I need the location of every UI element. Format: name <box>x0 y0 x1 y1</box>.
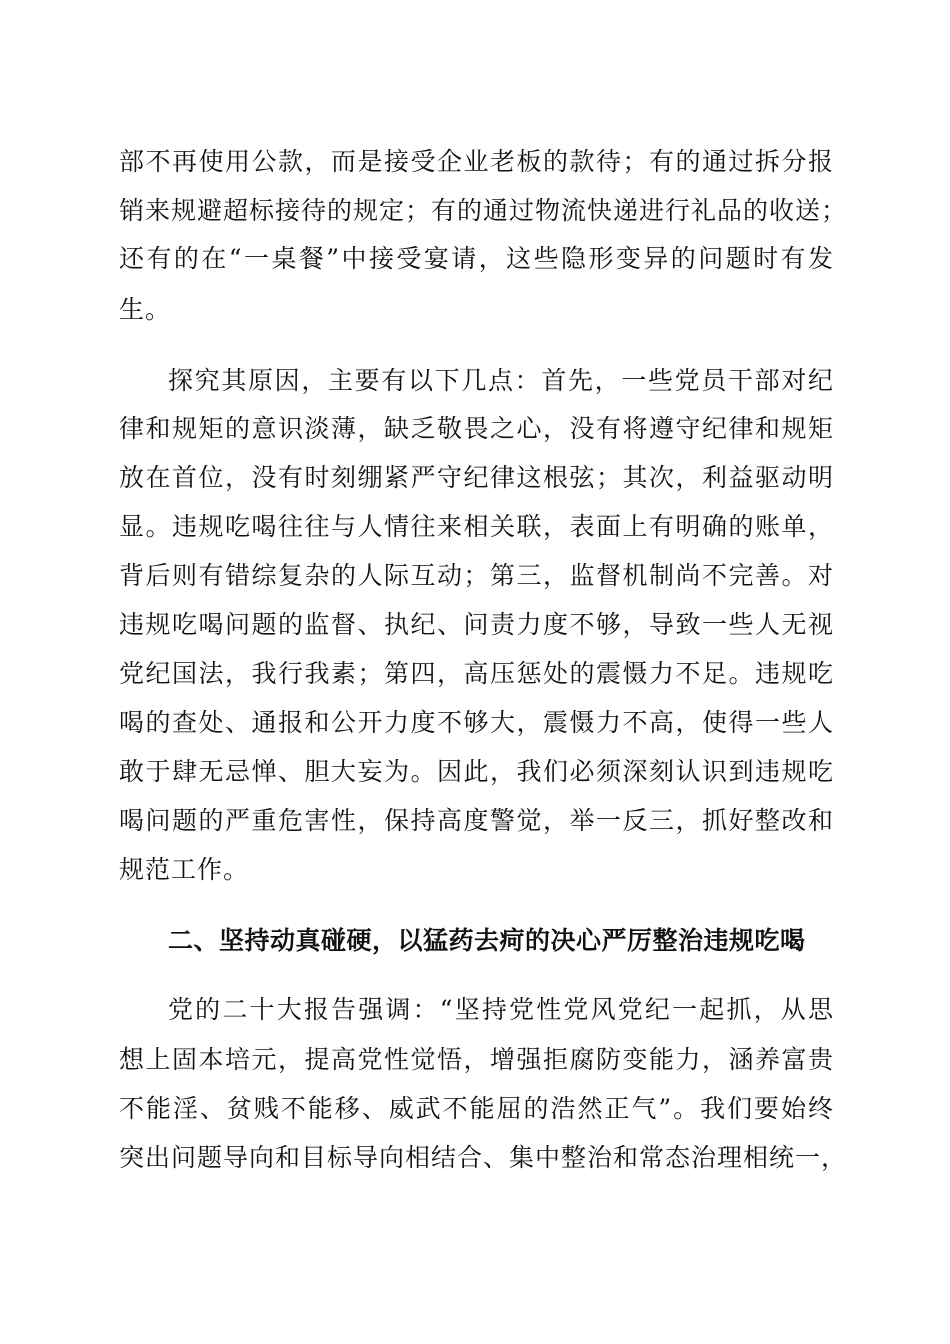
paragraph-3-line-4: 突出问题导向和目标导向相结合、集中整治和常态治理相统一， <box>119 1143 848 1172</box>
paragraph-2-line-5: 背后则有错综复杂的人际互动；第三，监督机制尚不完善。对 <box>119 561 834 590</box>
paragraph-1-line-1: 部不再使用公款，而是接受企业老板的款待；有的通过拆分报 <box>119 147 834 176</box>
paragraph-2-line-9: 敢于肆无忌惮、胆大妄为。因此，我们必须深刻认识到违规吃 <box>119 757 834 786</box>
paragraph-2-line-11: 规范工作。 <box>119 855 250 884</box>
paragraph-2-line-10: 喝问题的严重危害性，保持高度警觉，举一反三，抓好整改和 <box>119 806 834 835</box>
paragraph-3-line-3: 不能淫、贫贱不能移、威武不能屈的浩然正气”。我们要始终 <box>119 1094 834 1123</box>
paragraph-1-line-2: 销来规避超标接待的规定；有的通过物流快递进行礼品的收送； <box>119 196 848 225</box>
paragraph-3-line-1: 党的二十大报告强调：“坚持党性党风党纪一起抓，从思 <box>168 995 834 1024</box>
paragraph-2-line-1: 探究其原因，主要有以下几点：首先，一些党员干部对纪 <box>168 366 834 395</box>
paragraph-2-line-8: 喝的查处、通报和公开力度不够大，震慑力不高，使得一些人 <box>119 708 834 737</box>
paragraph-3-line-2: 想上固本培元，提高党性觉悟，增强拒腐防变能力，涵养富贵 <box>119 1045 834 1074</box>
paragraph-2-line-6: 违规吃喝问题的监督、执纪、问责力度不够，导致一些人无视 <box>119 610 834 639</box>
paragraph-2-line-3: 放在首位，没有时刻绷紧严守纪律这根弦；其次，利益驱动明 <box>119 463 834 492</box>
paragraph-2-line-7: 党纪国法，我行我素；第四，高压惩处的震慑力不足。违规吃 <box>119 659 834 688</box>
paragraph-1-line-4: 生。 <box>119 295 172 324</box>
paragraph-2-line-2: 律和规矩的意识淡薄，缺乏敬畏之心，没有将遵守纪律和规矩 <box>119 414 834 443</box>
section-heading: 二、坚持动真碰硬，以猛药去疴的决心严厉整治违规吃喝 <box>168 926 806 955</box>
paragraph-2-line-4: 显。违规吃喝往往与人情往来相关联，表面上有明确的账单， <box>119 512 834 541</box>
paragraph-1-line-3: 还有的在“一桌餐”中接受宴请，这些隐形变异的问题时有发 <box>119 244 834 273</box>
